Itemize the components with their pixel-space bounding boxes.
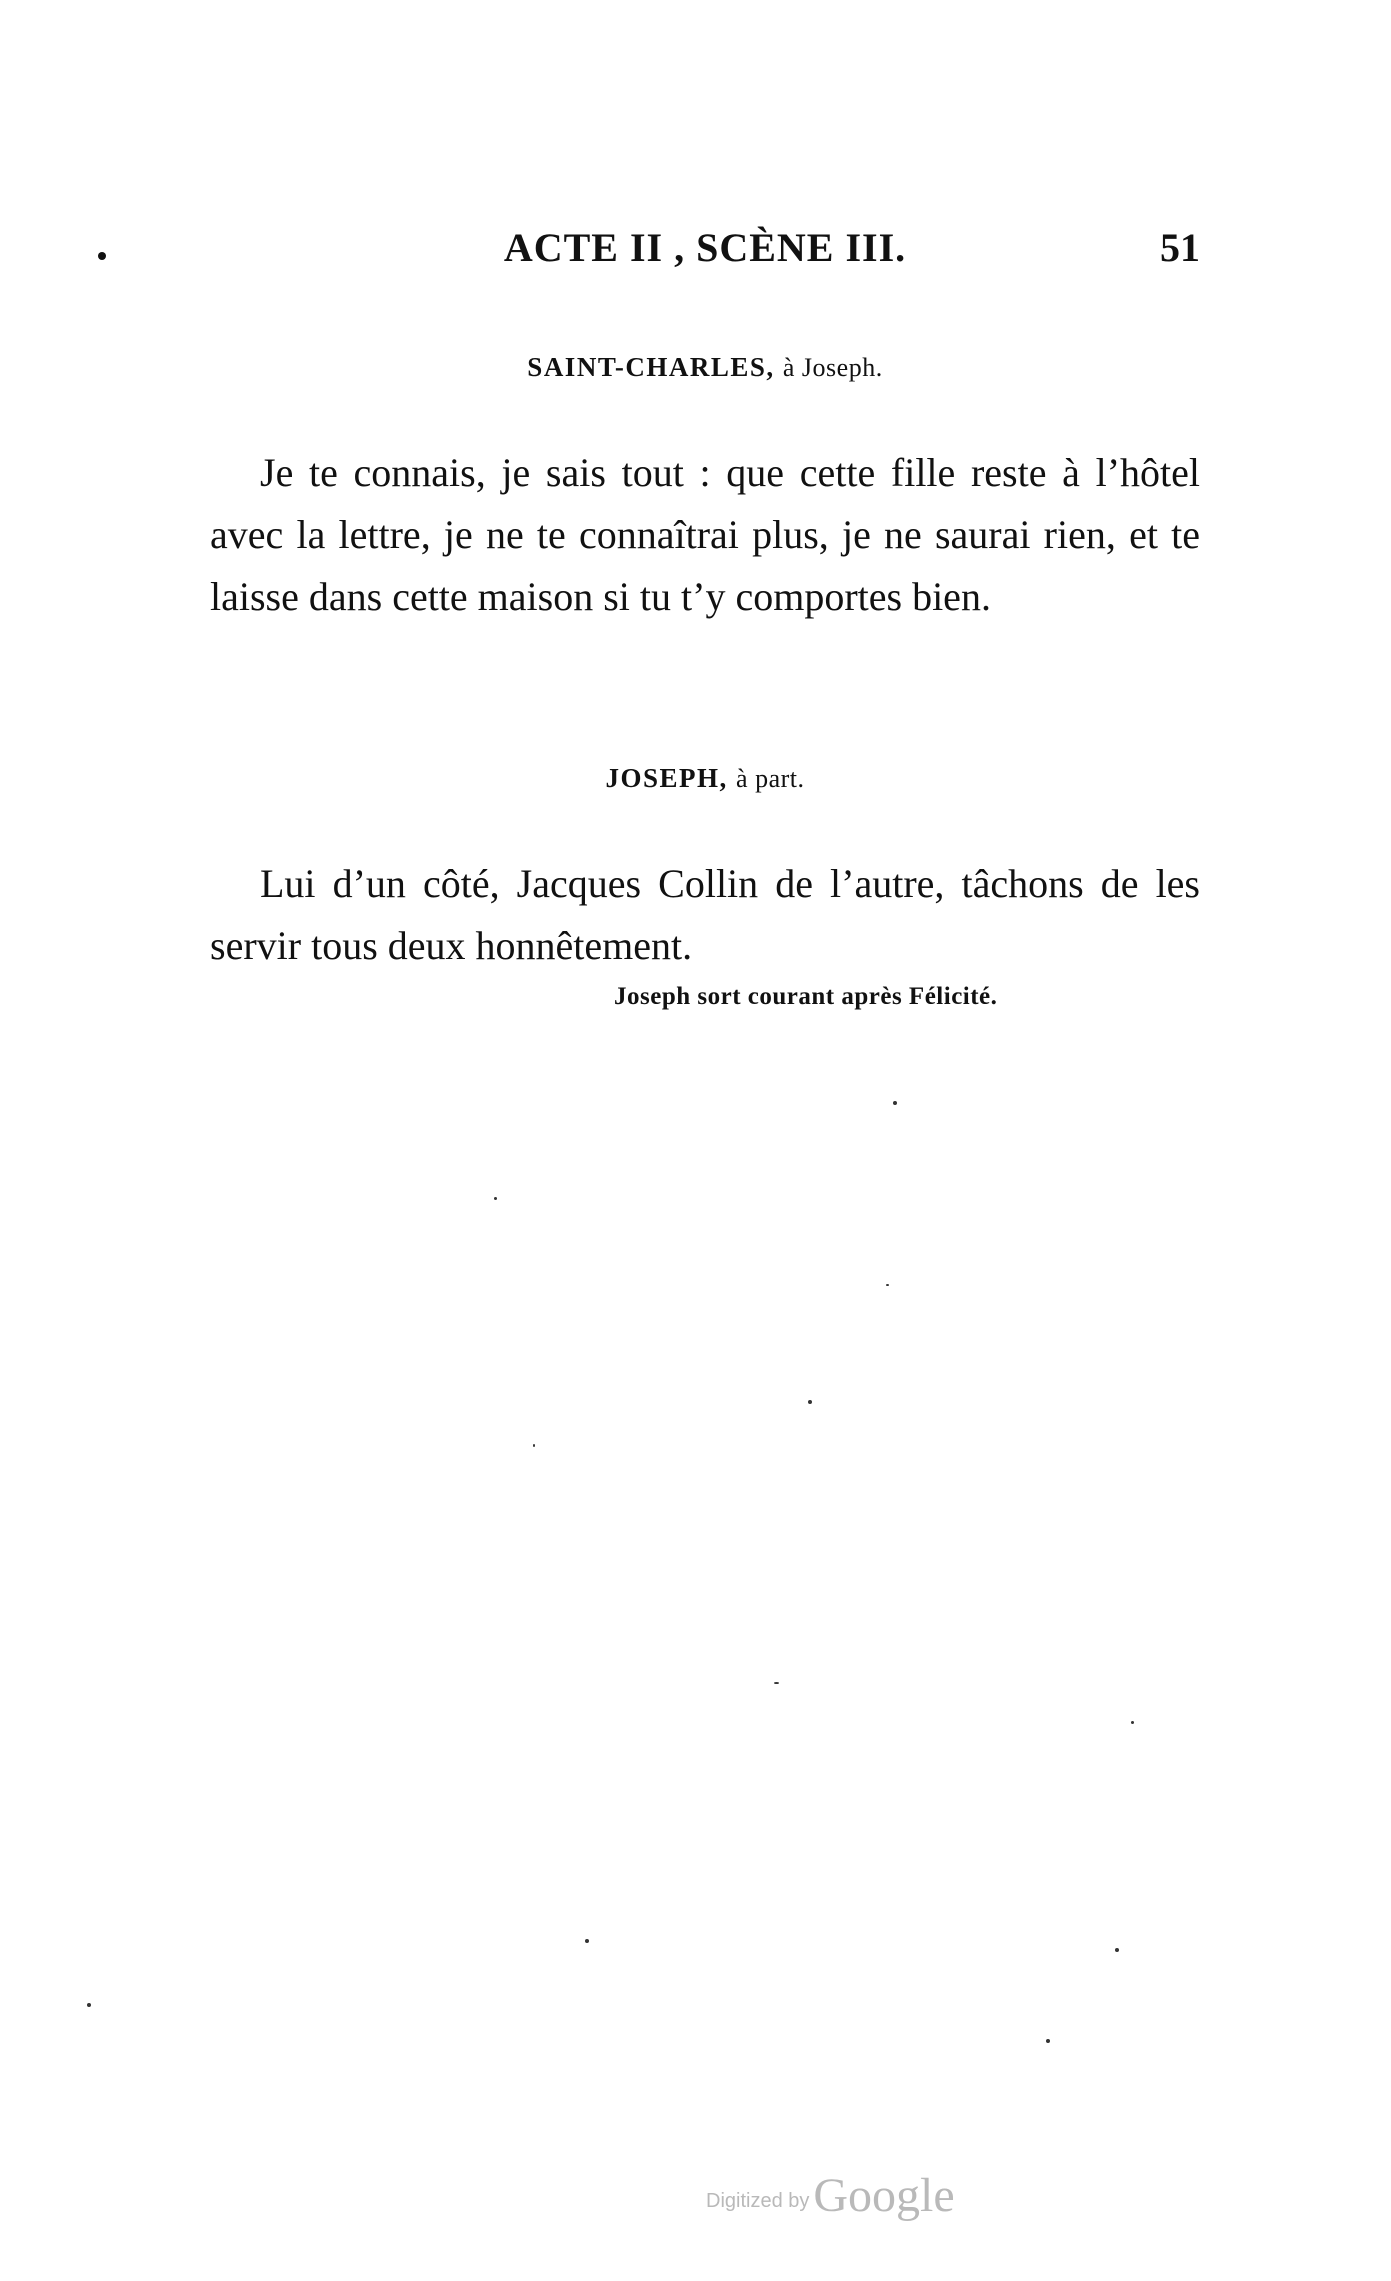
- scan-speck: [808, 1400, 812, 1404]
- scan-speck: [87, 2003, 91, 2007]
- scan-speck: [774, 1682, 779, 1684]
- scan-speck: [585, 1939, 589, 1943]
- digitization-watermark: [706, 2168, 955, 2223]
- stage-direction: Joseph sort courant après Félicité.: [614, 983, 998, 1010]
- ink-dot: [98, 252, 106, 260]
- scan-speck: [1131, 1721, 1134, 1724]
- speech-paragraph: Je te connais, je sais tout : que cette fille reste à l’hôtel avec la lettre, je ne te connaîtrai plus, je ne saurai rien, et te laisse dans cette maison si tu t’y comportes bien.: [210, 450, 1200, 619]
- speaker-name: SAINT-CHARLES,: [527, 352, 775, 382]
- scan-speck: [886, 1284, 889, 1286]
- watermark-prefix: Digitized by: [706, 2190, 810, 2212]
- scan-speck: [1046, 2039, 1050, 2043]
- speech-paragraph: Lui d’un côté, Jacques Collin de l’autre, tâchons de les servir tous deux honnêtement.: [210, 861, 1200, 968]
- speaker-direction: à part.: [736, 764, 805, 793]
- google-logo: Google: [813, 2169, 955, 2222]
- page-number: 51: [1160, 225, 1200, 270]
- speaker-heading: [210, 352, 1200, 383]
- running-head: [210, 224, 1200, 280]
- scan-speck: [494, 1197, 497, 1200]
- scan-speck: [533, 1444, 535, 1447]
- speaker-direction: à Joseph.: [782, 353, 883, 382]
- speaker-name: JOSEPH,: [605, 763, 728, 793]
- running-head-title: ACTE II , SCÈNE III.: [503, 225, 907, 270]
- scan-speck: [893, 1101, 897, 1105]
- speaker-heading: [210, 763, 1200, 794]
- scan-speck: [1115, 1948, 1119, 1952]
